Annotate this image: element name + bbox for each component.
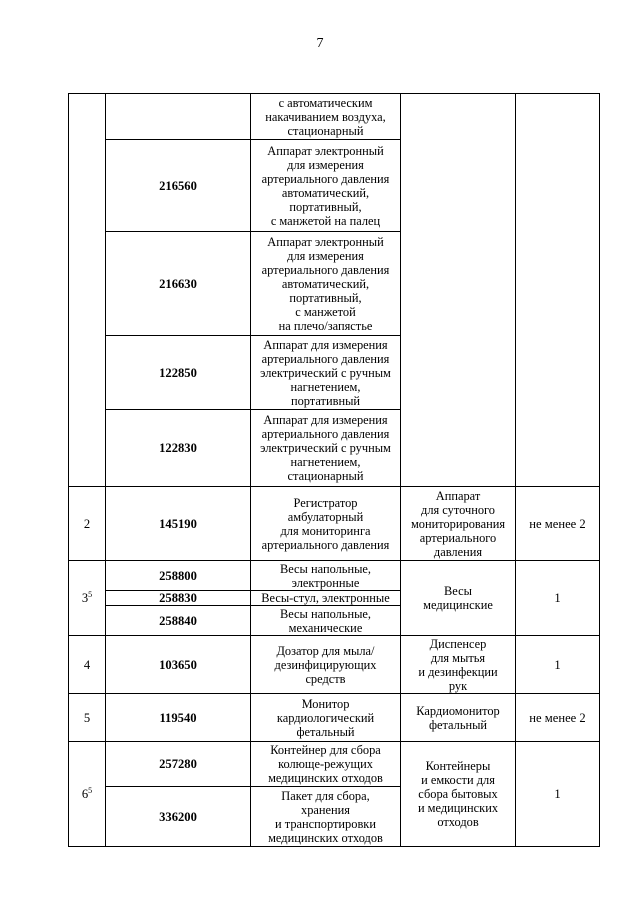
- code-cell: 258840: [106, 606, 251, 636]
- page-number: 7: [316, 36, 324, 51]
- name-cell: Пакет для сбора, хранения и транспортировки медицинских отходов: [251, 787, 401, 847]
- equipment-cell: Диспенсер для мытья и дезинфекции рук: [401, 636, 516, 694]
- equipment-cell: Кардиомонитор фетальный: [401, 694, 516, 742]
- code-cell: 122830: [106, 410, 251, 487]
- equipment-cell: Аппарат для суточного мониторирования артериального давления: [401, 487, 516, 561]
- name-cell: Регистратор амбулаторный для мониторинга артериального давления: [251, 487, 401, 561]
- quantity-cell: 1: [516, 742, 600, 847]
- quantity-cell: 1: [516, 561, 600, 636]
- row-number: 6: [81, 787, 89, 801]
- code-cell: 258830: [106, 591, 251, 606]
- code-cell: 216630: [106, 232, 251, 336]
- row-number-cell: 4: [69, 636, 106, 694]
- quantity-cell: не менее 2: [516, 487, 600, 561]
- name-cell: Аппарат электронный для измерения артериального давления автоматический, портативный, с манжетой на плечо/запястье: [251, 232, 401, 336]
- quantity-cell: 1: [516, 636, 600, 694]
- row-number-cell: [69, 94, 106, 487]
- equipment-cell: Весы медицинские: [401, 561, 516, 636]
- table-row: [69, 636, 600, 694]
- name-cell: Монитор кардиологический фетальный: [251, 694, 401, 742]
- name-cell: Весы напольные, электронные: [251, 561, 401, 591]
- equipment-cell: [401, 94, 516, 487]
- code-cell: 216560: [106, 140, 251, 232]
- code-cell: 258800: [106, 561, 251, 591]
- footnote-mark: 5: [88, 785, 93, 795]
- name-cell: Аппарат для измерения артериального давления электрический с ручным нагнетением, стационарный: [251, 410, 401, 487]
- name-cell: Аппарат электронный для измерения артериального давления автоматический, портативный, с манжетой на палец: [251, 140, 401, 232]
- equipment-cell: Контейнеры и емкости для сбора бытовых и медицинских отходов: [401, 742, 516, 847]
- quantity-cell: [516, 94, 600, 487]
- row-number-cell: [69, 742, 106, 847]
- name-cell: Весы-стул, электронные: [251, 591, 401, 606]
- name-cell: Весы напольные, механические: [251, 606, 401, 636]
- code-cell: 103650: [106, 636, 251, 694]
- row-number: 3: [81, 591, 89, 605]
- code-cell: 119540: [106, 694, 251, 742]
- name-cell: Контейнер для сбора колюще-режущих медицинских отходов: [251, 742, 401, 787]
- row-number-cell: [69, 561, 106, 636]
- name-cell: Дозатор для мыла/ дезинфицирующих средств: [251, 636, 401, 694]
- code-cell: 122850: [106, 336, 251, 410]
- name-cell: Аппарат для измерения артериального давления электрический с ручным нагнетением, портативный: [251, 336, 401, 410]
- name-cell: с автоматическим накачиванием воздуха, стационарный: [251, 94, 401, 140]
- table-row: [69, 742, 600, 787]
- code-cell: [106, 94, 251, 140]
- table-row: [69, 694, 600, 742]
- row-number-cell: 2: [69, 487, 106, 561]
- table-row: [69, 561, 600, 591]
- table-row: [69, 487, 600, 561]
- code-cell: 336200: [106, 787, 251, 847]
- code-cell: 257280: [106, 742, 251, 787]
- footnote-mark: 5: [88, 589, 93, 599]
- quantity-cell: не менее 2: [516, 694, 600, 742]
- row-number-cell: 5: [69, 694, 106, 742]
- table-row: [69, 94, 600, 140]
- code-cell: 145190: [106, 487, 251, 561]
- equipment-table: [68, 93, 600, 847]
